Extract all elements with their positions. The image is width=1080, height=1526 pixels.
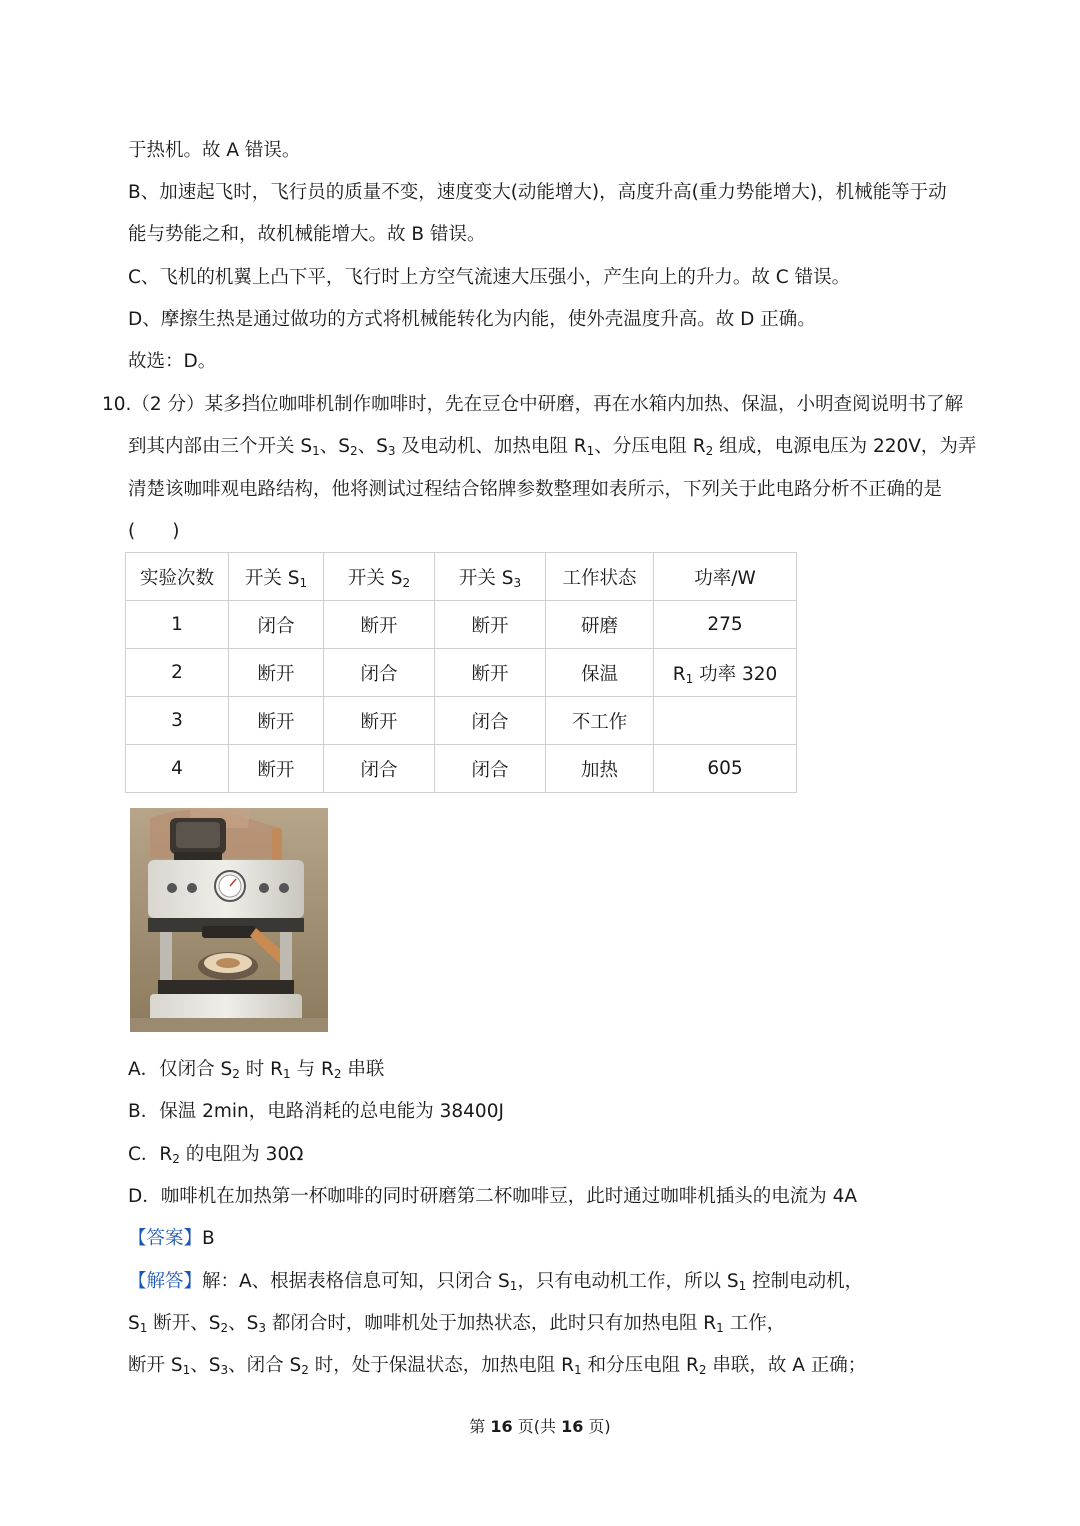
subscript: 1 <box>586 444 595 458</box>
question-text: 某多挡位咖啡机制作咖啡时，先在豆仓中研磨，再在水箱内加热、保温，小明查阅说明书了解 <box>204 394 964 415</box>
table-cell: 断开 <box>324 697 435 745</box>
text: ，只有电动机工作，所以 S <box>517 1271 739 1292</box>
answer-value: B <box>202 1228 215 1249</box>
table-header-cell <box>229 553 324 601</box>
table-cell: 605 <box>654 745 797 793</box>
subscript: 2 <box>220 1321 229 1335</box>
table-header-cell: 功率/W <box>654 553 797 601</box>
text: 开关 S <box>347 567 403 589</box>
text: 页(共 <box>512 1417 562 1436</box>
text: 开关 S <box>458 567 514 589</box>
subscript: 2 <box>232 1067 240 1081</box>
table-cell: 4 <box>126 745 229 793</box>
paragraph: 能与势能之和，故机械能增大。故 B 错误。 <box>128 224 486 245</box>
experiment-table <box>125 552 797 793</box>
subscript: 2 <box>402 575 411 590</box>
paragraph: B、加速起飞时，飞行员的质量不变，速度变大(动能增大)，高度升高(重力势能增大)，机械能等于动 <box>128 182 947 203</box>
analysis-line <box>128 1353 866 1379</box>
subscript: 1 <box>716 1321 724 1335</box>
subscript: 3 <box>513 575 522 590</box>
table-header-cell: 实验次数 <box>126 553 229 601</box>
subscript: 1 <box>312 444 320 458</box>
table-header-cell <box>435 553 546 601</box>
text: C．R <box>128 1144 173 1165</box>
page-total: 16 <box>561 1417 584 1436</box>
question-stem-line <box>128 434 976 460</box>
text: 开关 S <box>244 567 300 589</box>
table-cell <box>654 697 797 745</box>
table-cell: 不工作 <box>546 697 654 745</box>
table-header-row <box>126 553 797 601</box>
table-cell <box>654 649 797 697</box>
text: 时 R <box>239 1059 284 1080</box>
table-cell: 闭合 <box>229 601 324 649</box>
subscript: 1 <box>182 1363 191 1377</box>
subscript: 3 <box>387 444 396 458</box>
paragraph: 故选：D。 <box>128 351 217 372</box>
subscript: 2 <box>698 1363 707 1377</box>
text: R <box>672 663 686 685</box>
text: 的电阻为 30Ω <box>179 1144 304 1165</box>
subscript: 2 <box>172 1152 180 1166</box>
text: 、S <box>357 436 388 457</box>
text: 串联 <box>341 1059 385 1080</box>
table-cell: 闭合 <box>435 697 546 745</box>
text: 、闭合 S <box>228 1355 302 1376</box>
text: 工作， <box>723 1313 786 1334</box>
text: 断开、S <box>147 1313 221 1334</box>
option-a <box>128 1057 384 1083</box>
option-c <box>128 1142 303 1168</box>
table-header-cell <box>324 553 435 601</box>
table-cell: 闭合 <box>435 745 546 793</box>
subscript: 1 <box>509 1279 518 1293</box>
answer-line <box>128 1226 215 1252</box>
table-cell: 2 <box>126 649 229 697</box>
text: 功率 320 <box>693 663 778 685</box>
table-cell: 3 <box>126 697 229 745</box>
text: 串联，故 A 正确； <box>706 1355 867 1376</box>
table-cell: 断开 <box>229 745 324 793</box>
option-b: B．保温 2min，电路消耗的总电能为 38400J <box>128 1101 504 1122</box>
text: 时，处于保温状态，加热电阻 R <box>308 1355 575 1376</box>
option-d: D．咖啡机在加热第一杯咖啡的同时研磨第二杯咖啡豆，此时通过咖啡机插头的电流为 4A <box>128 1186 858 1207</box>
text: 、分压电阻 R <box>594 436 706 457</box>
paragraph: C、飞机的机翼上凸下平，飞行时上方空气流速大压强小，产生向上的升力。故 C 错误。 <box>128 267 851 288</box>
subscript: 2 <box>333 1067 342 1081</box>
subscript: 1 <box>139 1321 148 1335</box>
subscript: 1 <box>299 575 308 590</box>
analysis-line <box>128 1311 785 1337</box>
table-cell: 275 <box>654 601 797 649</box>
table-cell: 保温 <box>546 649 654 697</box>
table-cell: 1 <box>126 601 229 649</box>
text: 与 R <box>290 1059 334 1080</box>
subscript: 2 <box>705 444 714 458</box>
page-number: 16 <box>490 1417 513 1436</box>
text: 和分压电阻 R <box>581 1355 699 1376</box>
table-row <box>126 649 797 697</box>
question-stem-line: 清楚该咖啡观电路结构，他将测试过程结合铭牌参数整理如表所示，下列关于此电路分析不正确的是 <box>128 479 943 500</box>
text: 都闭合时，咖啡机处于加热状态，此时只有加热电阻 R <box>266 1313 717 1334</box>
table-cell: 闭合 <box>324 649 435 697</box>
question-points: （2 分） <box>131 394 205 415</box>
table-cell: 断开 <box>324 601 435 649</box>
table-cell: 断开 <box>229 649 324 697</box>
question-number: 10. <box>102 394 132 415</box>
subscript: 1 <box>574 1363 582 1377</box>
paragraph: 于热机。故 A 错误。 <box>128 140 301 161</box>
text: A．仅闭合 S <box>128 1059 233 1080</box>
text: 组成，电源电压为 220V，为弄 <box>713 436 977 457</box>
paragraph: D、摩擦生热是通过做功的方式将机械能转化为内能，使外壳温度升高。故 D 正确。 <box>128 309 816 330</box>
table-row <box>126 745 797 793</box>
subscript: 1 <box>283 1067 291 1081</box>
subscript: 2 <box>350 444 358 458</box>
question-stem-line <box>102 392 963 418</box>
table-row <box>126 601 797 649</box>
text: 控制电动机， <box>746 1271 864 1292</box>
text: 到其内部由三个开关 S <box>128 436 313 457</box>
table-cell: 闭合 <box>324 745 435 793</box>
table-cell: 加热 <box>546 745 654 793</box>
page-footer <box>0 1414 1080 1437</box>
subscript: 3 <box>258 1321 267 1335</box>
subscript: 2 <box>301 1363 309 1377</box>
coffee-machine-photo <box>130 808 328 1032</box>
answer-label: 【答案】 <box>128 1228 203 1249</box>
text: 第 <box>469 1417 491 1436</box>
text: 解：A、根据表格信息可知，只闭合 S <box>202 1271 510 1292</box>
text: S <box>128 1313 140 1334</box>
subscript: 1 <box>685 671 694 686</box>
subscript: 3 <box>220 1363 229 1377</box>
text: 、S <box>190 1355 221 1376</box>
table-cell: 研磨 <box>546 601 654 649</box>
table-cell: 断开 <box>435 649 546 697</box>
text: 、S <box>228 1313 259 1334</box>
analysis-label: 【解答】 <box>128 1271 203 1292</box>
table-header-cell: 工作状态 <box>546 553 654 601</box>
text: 、S <box>319 436 351 457</box>
table-row <box>126 697 797 745</box>
answer-blank: ( ) <box>128 521 180 542</box>
analysis-line <box>128 1269 863 1295</box>
text: 页) <box>583 1417 611 1436</box>
subscript: 1 <box>738 1279 747 1293</box>
table-cell: 断开 <box>229 697 324 745</box>
table-cell: 断开 <box>435 601 546 649</box>
text: 及电动机、加热电阻 R <box>395 436 587 457</box>
text: 断开 S <box>128 1355 183 1376</box>
